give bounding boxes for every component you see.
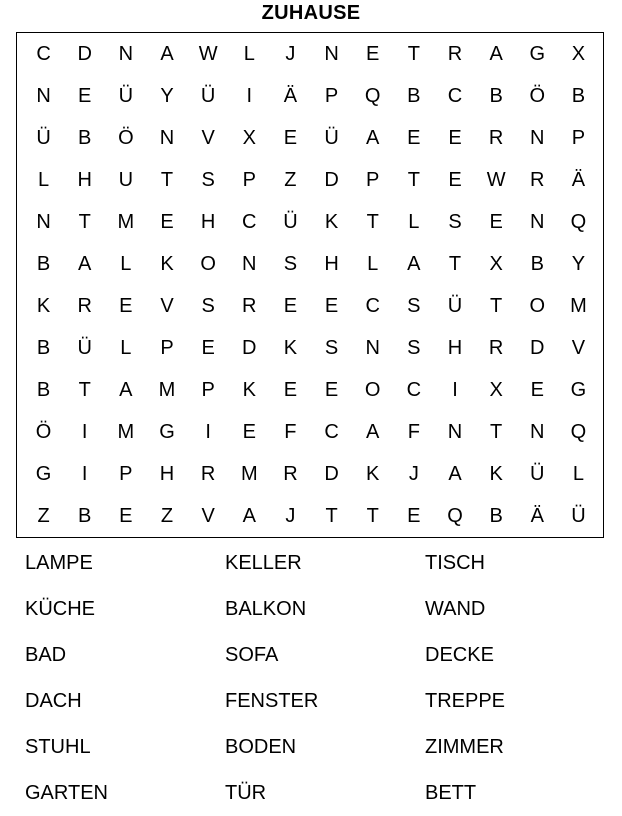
grid-cell[interactable]: E xyxy=(201,337,215,359)
grid-cell[interactable]: A xyxy=(489,43,503,65)
grid-cell[interactable]: B xyxy=(530,253,544,275)
grid-cell[interactable]: H xyxy=(77,169,92,191)
grid-cell[interactable]: N xyxy=(324,43,339,65)
grid-cell[interactable]: T xyxy=(407,169,420,191)
grid-cell[interactable]: Y xyxy=(160,85,174,107)
grid-cell[interactable]: G xyxy=(159,421,175,443)
grid-cell[interactable]: Ü xyxy=(36,127,51,149)
grid-cell[interactable]: K xyxy=(242,379,256,401)
grid-cell[interactable]: D xyxy=(530,337,545,359)
grid-cell[interactable]: D xyxy=(77,43,92,65)
grid-cell[interactable]: F xyxy=(407,421,420,443)
grid-cell[interactable]: Ö xyxy=(529,85,546,107)
grid-cell[interactable]: C xyxy=(242,211,257,233)
grid-cell[interactable]: D xyxy=(242,337,257,359)
grid-cell[interactable]: C xyxy=(324,421,339,443)
grid-cell[interactable]: Ö xyxy=(35,421,52,443)
grid-cell[interactable]: N xyxy=(118,43,134,65)
grid-cell[interactable]: L xyxy=(572,463,584,485)
grid-cell[interactable]: K xyxy=(489,463,503,485)
grid-cell[interactable]: E xyxy=(489,211,503,233)
grid-cell[interactable]: T xyxy=(407,43,420,65)
grid-cell[interactable]: E xyxy=(448,127,462,149)
grid-cell[interactable]: H xyxy=(324,253,339,275)
grid-cell[interactable]: E xyxy=(366,43,380,65)
grid-cell[interactable]: Q xyxy=(570,421,587,443)
grid-cell[interactable]: N xyxy=(530,211,545,233)
grid-cell[interactable]: Z xyxy=(37,505,50,527)
grid-cell[interactable]: I xyxy=(81,463,88,485)
grid-cell[interactable]: N xyxy=(365,337,380,359)
grid-cell[interactable]: B xyxy=(571,85,586,107)
grid-cell[interactable]: O xyxy=(364,379,381,401)
grid-cell[interactable]: X xyxy=(489,379,503,401)
grid-cell[interactable]: N xyxy=(447,421,463,443)
grid-cell[interactable]: Ü xyxy=(530,463,545,485)
grid-cell[interactable]: K xyxy=(160,253,174,275)
puzzle-title: ZUHAUSE xyxy=(261,2,361,24)
grid-cell[interactable]: L xyxy=(120,253,132,275)
grid-cell[interactable]: P xyxy=(242,169,256,191)
grid-cell[interactable]: M xyxy=(570,295,587,317)
grid-cell[interactable]: N xyxy=(242,253,257,275)
grid-cell[interactable]: M xyxy=(240,463,258,485)
grid-cell[interactable]: P xyxy=(366,169,380,191)
grid-cell[interactable]: V xyxy=(201,505,215,527)
grid-cell[interactable]: P xyxy=(571,127,586,149)
grid-cell[interactable]: L xyxy=(120,337,132,359)
grid-cell[interactable]: E xyxy=(407,505,421,527)
grid-cell[interactable]: S xyxy=(448,211,462,233)
grid-cell[interactable]: P xyxy=(201,379,215,401)
grid-cell[interactable]: E xyxy=(119,295,133,317)
grid-cell[interactable]: R xyxy=(488,337,504,359)
grid-cell[interactable]: Z xyxy=(160,505,174,527)
grid-cell[interactable]: R xyxy=(447,43,463,65)
grid-cell[interactable]: E xyxy=(78,85,92,107)
grid-cell[interactable]: A xyxy=(160,43,174,65)
grid-cell[interactable]: W xyxy=(198,43,218,65)
word-list-item: DACH xyxy=(25,690,82,712)
grid-cell[interactable]: K xyxy=(36,295,51,317)
grid-cell[interactable]: E xyxy=(119,505,133,527)
grid-cell[interactable]: F xyxy=(284,421,297,443)
grid-cell[interactable]: Z xyxy=(284,169,297,191)
grid-cell[interactable]: L xyxy=(38,169,50,191)
word-list xyxy=(25,540,615,810)
grid-cell[interactable]: O xyxy=(200,253,216,275)
grid-cell[interactable]: I xyxy=(452,379,458,401)
word-list-item: KÜCHE xyxy=(25,598,96,620)
grid-cell[interactable]: Ü xyxy=(571,505,586,527)
grid-cell[interactable]: Q xyxy=(570,211,587,233)
grid-cell[interactable]: C xyxy=(365,295,380,317)
grid-cell[interactable]: E xyxy=(283,379,298,401)
grid-cell[interactable]: Q xyxy=(364,85,381,107)
grid-cell[interactable]: X xyxy=(571,43,586,65)
word-list-item: WAND xyxy=(425,598,486,620)
grid-cell[interactable]: A xyxy=(448,463,462,485)
grid-cell[interactable]: B xyxy=(407,85,421,107)
grid-cell[interactable]: Ü xyxy=(324,127,339,149)
grid-cell[interactable]: A xyxy=(366,127,380,149)
grid-cell[interactable]: I xyxy=(246,85,253,107)
grid-cell[interactable]: J xyxy=(285,43,296,65)
grid-cell[interactable]: T xyxy=(490,295,503,317)
word-list-item: FENSTER xyxy=(225,690,319,712)
grid-cell[interactable]: E xyxy=(160,211,174,233)
grid-cell[interactable]: Ü xyxy=(283,211,298,233)
grid-cell[interactable]: W xyxy=(486,169,506,191)
grid-cell[interactable]: T xyxy=(448,253,462,275)
word-list-item: GARTEN xyxy=(25,782,108,804)
grid-cell[interactable]: S xyxy=(324,337,339,359)
grid-cell[interactable]: Ü xyxy=(200,85,216,107)
grid-cell[interactable]: N xyxy=(36,85,51,107)
grid-cell[interactable]: J xyxy=(285,505,296,527)
grid-cell[interactable]: L xyxy=(243,43,255,65)
grid-cell[interactable]: E xyxy=(324,379,339,401)
grid-cell[interactable]: O xyxy=(529,295,546,317)
grid-cell[interactable]: T xyxy=(325,505,338,527)
grid-cell[interactable]: P xyxy=(119,463,133,485)
grid-cell[interactable]: Q xyxy=(447,505,463,527)
grid-cell[interactable]: N xyxy=(159,127,175,149)
grid-cell[interactable]: B xyxy=(36,379,51,401)
grid-cell[interactable]: V xyxy=(571,337,586,359)
grid-cell[interactable]: C xyxy=(406,379,422,401)
word-list-item: BALKON xyxy=(225,598,307,620)
grid-cell[interactable]: E xyxy=(283,127,298,149)
grid-cell[interactable]: V xyxy=(201,127,215,149)
word-list-item: TISCH xyxy=(425,552,485,574)
word-list-item: BAD xyxy=(25,644,67,666)
word-list-item: TREPPE xyxy=(425,690,506,712)
grid-cell[interactable]: S xyxy=(201,169,215,191)
grid-cell[interactable]: N xyxy=(530,127,545,149)
grid-cell[interactable]: R xyxy=(283,463,298,485)
grid-cell[interactable]: K xyxy=(324,211,339,233)
grid-cell[interactable]: Ö xyxy=(118,127,134,149)
grid-cell[interactable]: G xyxy=(529,43,546,65)
grid-cell[interactable]: J xyxy=(408,463,419,485)
grid-cell[interactable]: T xyxy=(78,379,91,401)
grid-cell[interactable]: E xyxy=(407,127,421,149)
grid-cell[interactable]: B xyxy=(78,127,92,149)
grid-cell[interactable]: R xyxy=(488,127,504,149)
grid-cell[interactable]: H xyxy=(200,211,216,233)
grid-cell[interactable]: N xyxy=(530,421,545,443)
grid-cell[interactable]: S xyxy=(407,295,421,317)
letter-grid[interactable] xyxy=(16,32,604,538)
grid-cell[interactable]: P xyxy=(160,337,174,359)
grid-cell[interactable]: I xyxy=(81,421,88,443)
word-list-item: BETT xyxy=(425,782,477,804)
grid-cell[interactable]: S xyxy=(407,337,421,359)
grid-cell[interactable]: Ü xyxy=(118,85,134,107)
grid-cell[interactable]: A xyxy=(78,253,92,275)
grid-cell[interactable]: V xyxy=(160,295,174,317)
grid-cell[interactable]: G xyxy=(570,379,587,401)
grid-cell[interactable]: X xyxy=(489,253,503,275)
grid-cell[interactable]: A xyxy=(119,379,133,401)
grid-cell[interactable]: B xyxy=(36,253,51,275)
grid-cell[interactable]: E xyxy=(448,169,462,191)
grid-cell[interactable]: B xyxy=(489,85,503,107)
grid-cell[interactable]: E xyxy=(530,379,544,401)
grid-cell[interactable]: L xyxy=(367,253,379,275)
grid-cell[interactable]: Ä xyxy=(530,505,544,527)
word-list-item: TÜR xyxy=(225,782,267,804)
grid-cell[interactable]: M xyxy=(158,379,176,401)
grid-cell[interactable]: S xyxy=(201,295,215,317)
grid-cell[interactable]: B xyxy=(489,505,503,527)
grid-cell[interactable]: U xyxy=(118,169,134,191)
grid-cell[interactable]: T xyxy=(366,211,379,233)
grid-cell[interactable]: D xyxy=(324,463,339,485)
grid-cell[interactable]: E xyxy=(283,295,298,317)
grid-cell[interactable]: B xyxy=(78,505,92,527)
grid-cell[interactable]: Ü xyxy=(447,295,463,317)
grid-cell[interactable]: R xyxy=(200,463,216,485)
grid-cell[interactable]: K xyxy=(366,463,380,485)
grid-cell[interactable]: N xyxy=(36,211,51,233)
grid-cell[interactable]: T xyxy=(160,169,174,191)
grid-cell[interactable]: G xyxy=(35,463,52,485)
grid-cell[interactable]: Ä xyxy=(571,169,586,191)
grid-cell[interactable]: Y xyxy=(571,253,586,275)
grid-cell[interactable]: T xyxy=(78,211,91,233)
word-list-item: KELLER xyxy=(225,552,302,574)
grid-cell[interactable]: I xyxy=(205,421,211,443)
grid-cell[interactable]: B xyxy=(36,337,51,359)
grid-cell[interactable]: M xyxy=(117,421,135,443)
grid-cell[interactable]: H xyxy=(159,463,175,485)
grid-cell[interactable]: Ü xyxy=(77,337,92,359)
grid-cell[interactable]: Ä xyxy=(283,85,298,107)
grid-cell[interactable]: T xyxy=(490,421,503,443)
word-list-item: SOFA xyxy=(225,644,279,666)
grid-cell[interactable]: C xyxy=(447,85,463,107)
grid-cell[interactable]: A xyxy=(407,253,421,275)
grid-cell[interactable]: R xyxy=(77,295,92,317)
grid-cell[interactable]: E xyxy=(242,421,256,443)
word-list-item: BODEN xyxy=(225,736,297,758)
grid-cell[interactable]: R xyxy=(242,295,257,317)
grid-cell[interactable]: T xyxy=(366,505,379,527)
grid-cell[interactable]: H xyxy=(447,337,463,359)
grid-cell[interactable]: E xyxy=(324,295,339,317)
grid-cell[interactable]: S xyxy=(283,253,298,275)
grid-cell[interactable]: A xyxy=(366,421,380,443)
grid-cell[interactable]: L xyxy=(408,211,420,233)
grid-cell[interactable]: X xyxy=(242,127,256,149)
word-list-item: LAMPE xyxy=(25,552,93,574)
grid-cell[interactable]: A xyxy=(242,505,256,527)
grid-cell[interactable]: M xyxy=(117,211,135,233)
word-list-item: DECKE xyxy=(425,644,494,666)
grid-cell[interactable]: P xyxy=(324,85,339,107)
grid-cell[interactable]: C xyxy=(36,43,51,65)
grid-cell[interactable]: D xyxy=(324,169,339,191)
word-list-item: ZIMMER xyxy=(425,736,504,758)
grid-cell[interactable]: K xyxy=(283,337,298,359)
grid-cell[interactable]: R xyxy=(530,169,545,191)
word-list-item: STUHL xyxy=(25,736,91,758)
